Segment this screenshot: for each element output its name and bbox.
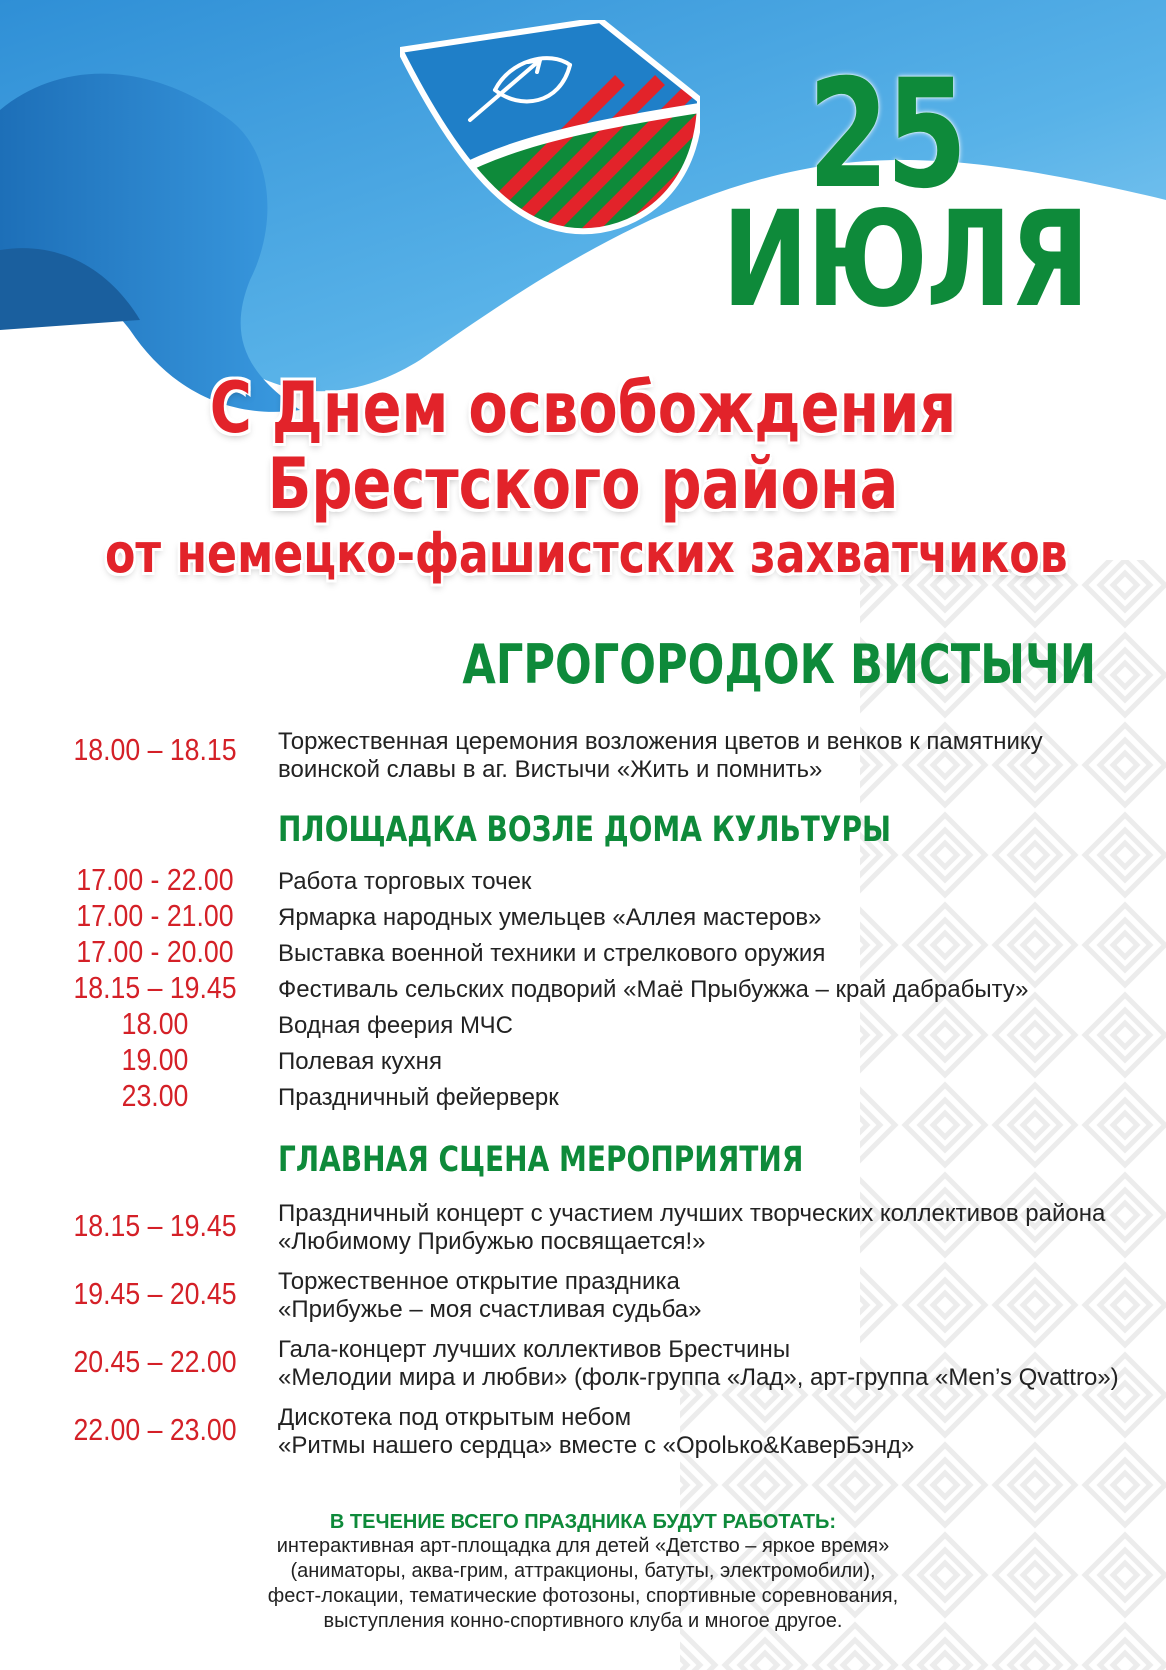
schedule-time: 18.15 – 19.45 xyxy=(73,1208,237,1243)
page-title xyxy=(0,367,1166,586)
section-title-main-stage: ГЛАВНАЯ СЦЕНА МЕРОПРИЯТИЯ xyxy=(278,1140,804,1180)
date-month: ИЮЛЯ xyxy=(722,183,1088,337)
schedule-text: «Ритмы нашего сердца» вместе с «Оpolько&КаверБэнд» xyxy=(278,1432,915,1459)
schedule-time: 18.00 xyxy=(121,1006,189,1041)
schedule-time: 19.00 xyxy=(121,1042,189,1077)
ceremony-line-2: воинской славы в аг. Вистычи «Жить и помнить» xyxy=(278,756,823,783)
schedule-text: Выставка военной техники и стрелкового оружия xyxy=(278,940,826,967)
schedule-text: Полевая кухня xyxy=(278,1048,442,1075)
coat-of-arms-icon xyxy=(400,20,700,240)
footer-line: фест-локации, тематические фотозоны, спортивные соревнования, xyxy=(267,1585,899,1607)
schedule-text: Ярмарка народных умельцев «Аллея мастеров» xyxy=(278,904,822,931)
schedule-text: Работа торговых точек xyxy=(278,868,532,895)
title-line-1: С Днем освобождения xyxy=(209,367,957,449)
ceremony-line-1: Торжественная церемония возложения цветов и венков к памятнику xyxy=(278,728,1043,755)
schedule-text: Водная феерия МЧС xyxy=(278,1012,514,1039)
venue-heading: АГРОГОРОДОК ВИСТЫЧИ xyxy=(462,633,1096,696)
schedule-time: 19.45 – 20.45 xyxy=(73,1276,237,1311)
section-title-culture-house: ПЛОЩАДКА ВОЗЛЕ ДОМА КУЛЬТУРЫ xyxy=(278,810,892,850)
schedule-time: 20.45 – 22.00 xyxy=(73,1344,237,1379)
schedule-text: «Прибужье – моя счастливая судьба» xyxy=(278,1296,702,1323)
schedule-text: Праздничный фейерверк xyxy=(278,1084,559,1111)
schedule-time: 23.00 xyxy=(121,1078,189,1113)
schedule-time: 18.15 – 19.45 xyxy=(73,970,237,1005)
event-date xyxy=(676,48,1096,337)
schedule-text: Торжественное открытие праздника xyxy=(278,1268,680,1295)
title-line-2: Брестского района xyxy=(267,443,899,525)
schedule-time: 17.00 - 21.00 xyxy=(76,898,234,933)
schedule-time: 17.00 - 20.00 xyxy=(76,934,234,969)
footer-line: выступления конно-спортивного клуба и многое другое. xyxy=(323,1610,843,1632)
footer-title: В ТЕЧЕНИЕ ВСЕГО ПРАЗДНИКА БУДУТ РАБОТАТЬ: xyxy=(329,1511,837,1533)
date-day: 25 xyxy=(807,48,965,222)
schedule-time: 17.00 - 22.00 xyxy=(76,862,234,897)
footer-info xyxy=(0,1510,1166,1634)
schedule-text: «Любимому Прибужью посвящается!» xyxy=(278,1228,706,1255)
schedule-text: Дискотека под открытым небом xyxy=(278,1404,632,1431)
schedule-text: «Мелодии мира и любви» (фолк-группа «Лад», арт-группа «Men’s Qvattro») xyxy=(278,1364,1119,1391)
footer-line: (аниматоры, аква-грим, аттракционы, батуты, электромобили), xyxy=(290,1560,876,1582)
ceremony-time: 18.00 – 18.15 xyxy=(73,732,237,767)
schedule-text: Фестиваль сельских подворий «Маё Прыбужжа – край дабрабыту» xyxy=(278,976,1029,1003)
schedule-text: Праздничный концерт с участием лучших творческих коллективов района xyxy=(278,1200,1106,1227)
footer-line: интерактивная арт-площадка для детей «Детство – яркое время» xyxy=(276,1535,890,1557)
schedule-text: Гала-концерт лучших коллективов Брестчины xyxy=(278,1336,791,1363)
schedule-time: 22.00 – 23.00 xyxy=(73,1412,237,1447)
title-line-3: от немецко-фашистских захватчиков xyxy=(104,522,1068,585)
